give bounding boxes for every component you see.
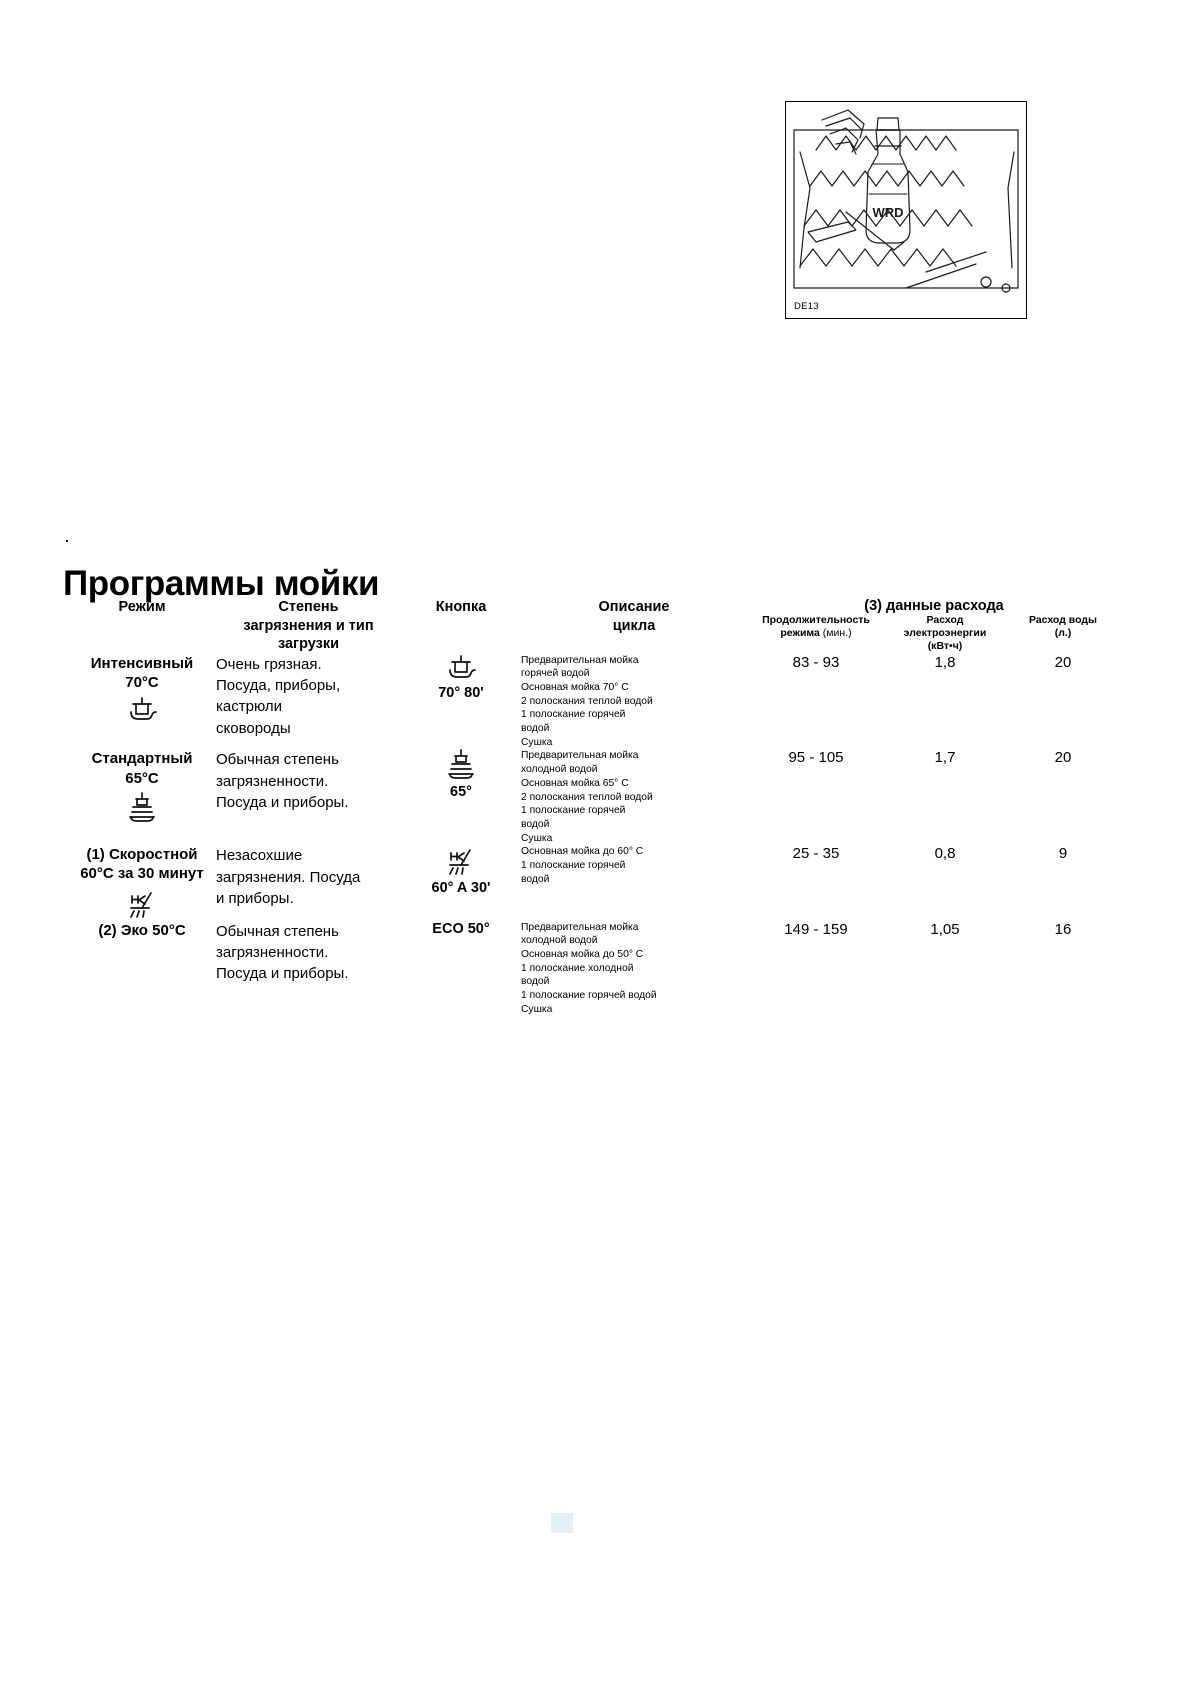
description-line: холодной водой [521, 935, 598, 947]
column-header-energy [885, 614, 1005, 653]
description-line: 1 полоскание горячей водой [521, 990, 657, 1002]
button-label: 60° A 30' [431, 880, 491, 897]
column-header-energy-line3: (кВт•ч) [927, 639, 963, 652]
column-header-soil-line2: загрязнения и тип [243, 617, 374, 634]
row-duration-value: 25 - 35 [792, 845, 840, 863]
column-header-water [1005, 614, 1121, 653]
wash-programs-table [68, 598, 1121, 1016]
row-energy-value: 0,8 [934, 845, 956, 863]
description-line: горячей водой [521, 668, 590, 680]
row-water-value: 9 [1058, 845, 1068, 863]
column-header-button: Кнопка [435, 599, 487, 615]
row-duration-value: 149 - 159 [784, 920, 848, 938]
table-header-row-primary [68, 598, 1121, 614]
mode-name-line1: Стандартный [91, 750, 193, 768]
pot-icon [444, 654, 478, 680]
row-water-value: 20 [1054, 749, 1072, 767]
dishwasher-basket-drawing [786, 102, 1026, 318]
soil-line: загрязненности. [216, 943, 329, 961]
row-button-cell[interactable] [401, 921, 521, 1017]
description-line: водой [521, 873, 550, 885]
row-water-value: 16 [1054, 920, 1072, 938]
table-row [68, 749, 1121, 845]
soil-line: Обычная степень [216, 751, 339, 769]
description-line: Основная мойка до 60° С [521, 846, 644, 858]
row-button-cell[interactable] [401, 749, 521, 845]
column-header-energy-line2: электроэнергии [903, 627, 987, 640]
row-mode-cell [68, 845, 216, 920]
column-header-water-line1: Расход воды [1028, 614, 1098, 627]
fast-wash-icon [444, 845, 478, 875]
button-label: ECO 50° [432, 920, 490, 937]
description-line: Основная мойка 65° С [521, 777, 629, 789]
description-line: Сушка [521, 736, 553, 748]
row-soil-cell [216, 654, 401, 750]
row-water-value: 20 [1054, 653, 1072, 671]
bottle-label: WRD [872, 205, 904, 220]
description-line: 1 полоскание холодной [521, 962, 634, 974]
column-header-description-line1: Описание [598, 599, 670, 615]
description-line: 1 полоскание горячей [521, 805, 626, 817]
column-header-soil-line1: Степень [278, 599, 339, 615]
stray-dot [66, 540, 68, 542]
soil-line: Посуда и приборы. [216, 965, 349, 983]
column-header-description [521, 598, 747, 654]
row-mode-cell [68, 921, 216, 1017]
soil-line: Посуда и приборы. [216, 794, 349, 812]
mode-name-line1: Интенсивный [90, 654, 194, 672]
description-line: 1 полоскание горячей [521, 859, 626, 871]
row-mode-cell [68, 654, 216, 750]
description-line: Основная мойка до 50° С [521, 949, 644, 961]
mode-name-line1: (2) Эко 50°C [98, 921, 186, 939]
row-description-cell [521, 654, 747, 750]
row-soil-cell [216, 921, 401, 1017]
description-line: 2 полоскания теплой водой [521, 791, 653, 803]
column-header-duration-line2: режима [780, 627, 820, 640]
figure-code: DE13 [794, 301, 819, 312]
soil-line: сковороды [216, 719, 291, 737]
soil-line: кастрюли [216, 698, 282, 716]
soil-line: загрязненности. [216, 772, 329, 790]
row-description-cell [521, 845, 747, 920]
wash-programs-table-wrapper [68, 598, 1121, 1016]
soil-line: Незасохшие [216, 847, 303, 865]
table-row [68, 845, 1121, 920]
column-header-water-line2: (л.) [1054, 627, 1072, 640]
table-row [68, 921, 1121, 1017]
column-header-soil [216, 598, 401, 654]
column-header-description-line2: цикла [612, 617, 656, 634]
row-soil-cell [216, 845, 401, 920]
button-label: 70° 80' [438, 684, 484, 701]
row-soil-cell [216, 749, 401, 845]
column-header-consumption-group: (3) данные расхода [864, 598, 1004, 614]
row-energy-value: 1,7 [934, 749, 956, 767]
description-line: 2 полоскания теплой водой [521, 695, 653, 707]
soil-line: Посуда, приборы, [216, 676, 341, 694]
pot-icon [125, 696, 159, 722]
description-line: Предварительная мойка [521, 654, 639, 666]
row-description-cell [521, 921, 747, 1017]
column-header-soil-line3: загрузки [277, 636, 340, 653]
row-button-cell[interactable] [401, 845, 521, 920]
description-line: холодной водой [521, 764, 598, 776]
column-header-mode: Режим [118, 599, 166, 615]
row-duration-value: 83 - 93 [792, 653, 840, 671]
column-header-duration [747, 614, 885, 653]
row-button-cell[interactable] [401, 654, 521, 750]
soil-line: Очень грязная. [216, 655, 322, 673]
description-line: водой [521, 976, 550, 988]
description-line: водой [521, 818, 550, 830]
page-footer-mark [551, 1513, 573, 1533]
column-header-duration-line1: Продолжительность [762, 614, 870, 627]
description-line: Основная мойка 70° С [521, 682, 629, 694]
mode-name-line2: 60°C за 30 минут [80, 865, 204, 883]
soil-line: загрязнения. Посуда [216, 868, 361, 886]
column-header-energy-line1: Расход [926, 614, 964, 627]
row-energy-value: 1,8 [934, 653, 956, 671]
row-duration-value: 95 - 105 [788, 749, 844, 767]
row-description-cell [521, 749, 747, 845]
row-energy-value: 1,05 [930, 920, 960, 938]
rinse-aid-dispenser-illustration [785, 101, 1027, 319]
mode-temperature: 70°C [125, 673, 159, 691]
row-mode-cell [68, 749, 216, 845]
description-line: 1 полоскание горячей [521, 709, 626, 721]
plates-icon [444, 749, 478, 779]
description-line: Предварительная мойка [521, 921, 639, 933]
table-row [68, 654, 1121, 750]
page-title: Программы мойки [63, 564, 380, 604]
plates-icon [125, 792, 159, 822]
fast-wash-icon [125, 888, 159, 918]
column-header-duration-unit: (мин.) [822, 627, 852, 640]
button-label: 65° [450, 784, 472, 801]
soil-line: и приборы. [216, 889, 294, 907]
description-line: Предварительная мойка [521, 750, 639, 762]
description-line: водой [521, 723, 550, 735]
description-line: Сушка [521, 1003, 553, 1015]
mode-name-line1: (1) Скоростной [86, 846, 198, 864]
mode-temperature: 65°C [125, 769, 159, 787]
description-line: Сушка [521, 832, 553, 844]
soil-line: Обычная степень [216, 922, 339, 940]
